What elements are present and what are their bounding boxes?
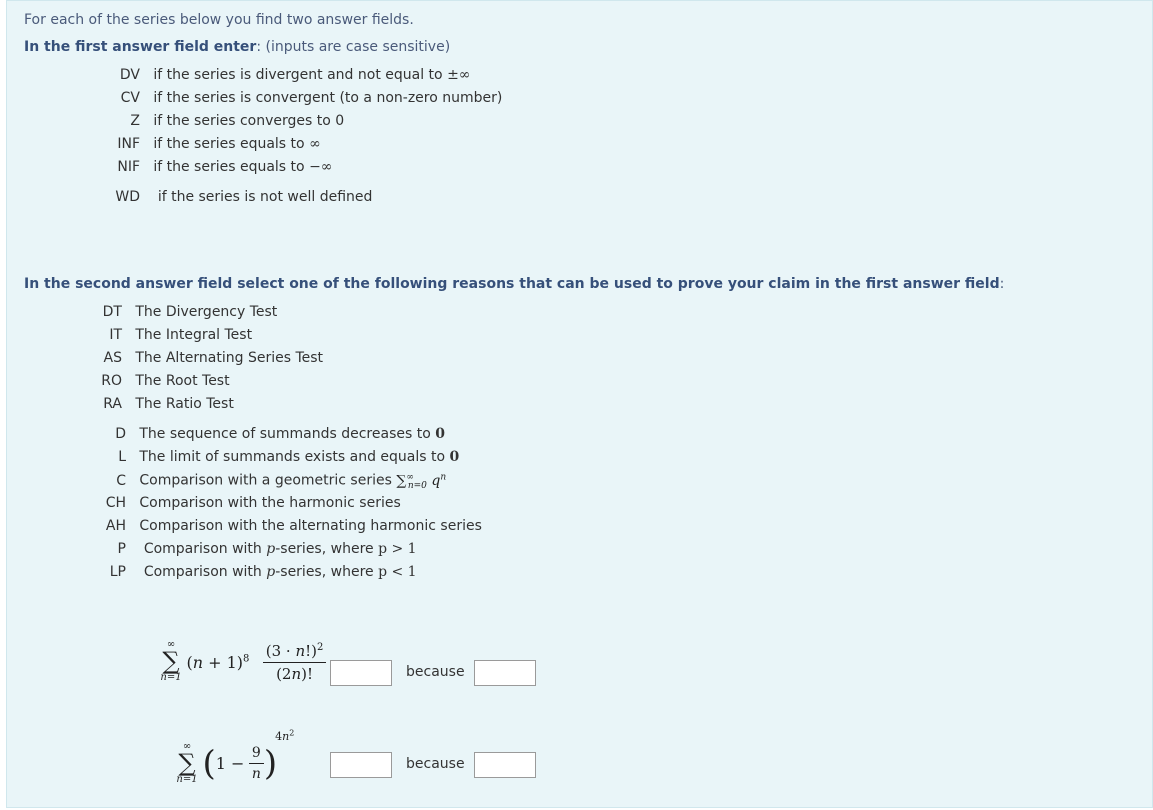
test-name: The Divergency Test [135, 304, 278, 320]
code-description: if the series equals to [153, 159, 305, 175]
test-code: RO [101, 373, 122, 389]
code-row-nif [100, 159, 332, 175]
reason-text: The limit of summands exists and equals to [139, 449, 446, 465]
first-field-heading: In the first answer field enter [24, 39, 257, 55]
code-row-inf [100, 136, 321, 152]
answer-field-2b[interactable] [474, 752, 536, 778]
because-label-2: because [406, 756, 465, 772]
code-label: CV [120, 90, 140, 106]
math-symbol: −∞ [309, 159, 333, 175]
reason-row-lp: LP Comparison with p-series, where p < 1 [86, 564, 417, 580]
second-field-heading: In the second answer field select one of the following reasons that can be used to prove your claim in the first answer field [24, 276, 1000, 292]
series-formula-1: ∞ ∑ n=1 $(n + 1)^8$ $\frac{(3 \cdot n!)^2}{(2n)!}$ [160, 640, 326, 684]
code-description: if the series is not well defined [157, 189, 373, 205]
reason-text: Comparison with the harmonic series [139, 495, 401, 511]
code-row-cv [100, 90, 502, 106]
reason-row-ah [86, 518, 482, 534]
intro-text: For each of the series below you find two answer fields. [24, 12, 414, 28]
test-name: The Alternating Series Test [135, 350, 324, 366]
reason-code: D [115, 426, 126, 442]
answer-field-1b[interactable] [474, 660, 536, 686]
code-label: INF [117, 136, 140, 152]
reason-text: The sequence of summands decreases to [139, 426, 431, 442]
reason-text: Comparison with a geometric series [139, 472, 392, 489]
test-name: The Root Test [135, 373, 230, 389]
code-label: Z [130, 113, 140, 129]
reason-row-l: L The limit of summands exists and equals to 0 [86, 449, 459, 465]
reason-code: C [116, 472, 126, 489]
code-label: NIF [117, 159, 140, 175]
code-row-wd [100, 189, 372, 205]
reason-text: Comparison with the alternating harmonic series [139, 518, 482, 534]
series-formula-2: ∞ ∑ n=1 (1 − $\frac{9}{n}$ )$^{4n^2}$ [176, 728, 295, 785]
test-row-it [82, 327, 252, 343]
test-code: IT [109, 327, 122, 343]
geometric-sum: $\sum^\infty_{n=0}$ $q^n$ [396, 472, 447, 492]
first-field-note: : (inputs are case sensitive) [256, 39, 451, 55]
test-code: RA [103, 396, 122, 412]
reason-row-c [86, 472, 446, 491]
reason-text: Comparison with [143, 564, 262, 580]
second-field-instruction: In the second answer field select one of the following reasons that can be used to prove your claim in the first answer field: [24, 276, 1005, 292]
code-label: DV [119, 67, 140, 83]
test-code: DT [102, 304, 122, 320]
math-symbol: ±∞ [447, 67, 471, 83]
reason-row-ch [86, 495, 401, 511]
answer-field-2a[interactable] [330, 752, 392, 778]
math-symbol: ∞ [309, 136, 321, 152]
code-description: if the series converges to 0 [153, 113, 345, 129]
reason-code: CH [105, 495, 126, 511]
because-label-1: because [406, 664, 465, 680]
code-label: WD [115, 189, 140, 205]
test-row-ro [82, 373, 230, 389]
test-name: The Ratio Test [135, 396, 234, 412]
test-name: The Integral Test [135, 327, 253, 343]
code-row-z [100, 113, 344, 129]
code-description: if the series equals to [153, 136, 305, 152]
first-field-instruction [24, 39, 450, 55]
reason-code: LP [109, 564, 126, 580]
reason-code: L [118, 449, 126, 465]
answer-field-1a[interactable] [330, 660, 392, 686]
reason-row-d: D The sequence of summands decreases to 0 [86, 426, 445, 442]
reason-code: P [117, 541, 126, 557]
reason-row-p: P Comparison with p-series, where p > 1 [86, 541, 417, 557]
test-row-ra [82, 396, 234, 412]
reason-text: Comparison with [143, 541, 262, 557]
reason-code: AH [105, 518, 126, 534]
code-description: if the series is convergent (to a non-zero number) [153, 90, 503, 106]
test-code: AS [103, 350, 122, 366]
test-row-as [82, 350, 323, 366]
code-description: if the series is divergent and not equal to [153, 67, 443, 83]
code-row-dv [100, 67, 470, 83]
test-row-dt [82, 304, 277, 320]
